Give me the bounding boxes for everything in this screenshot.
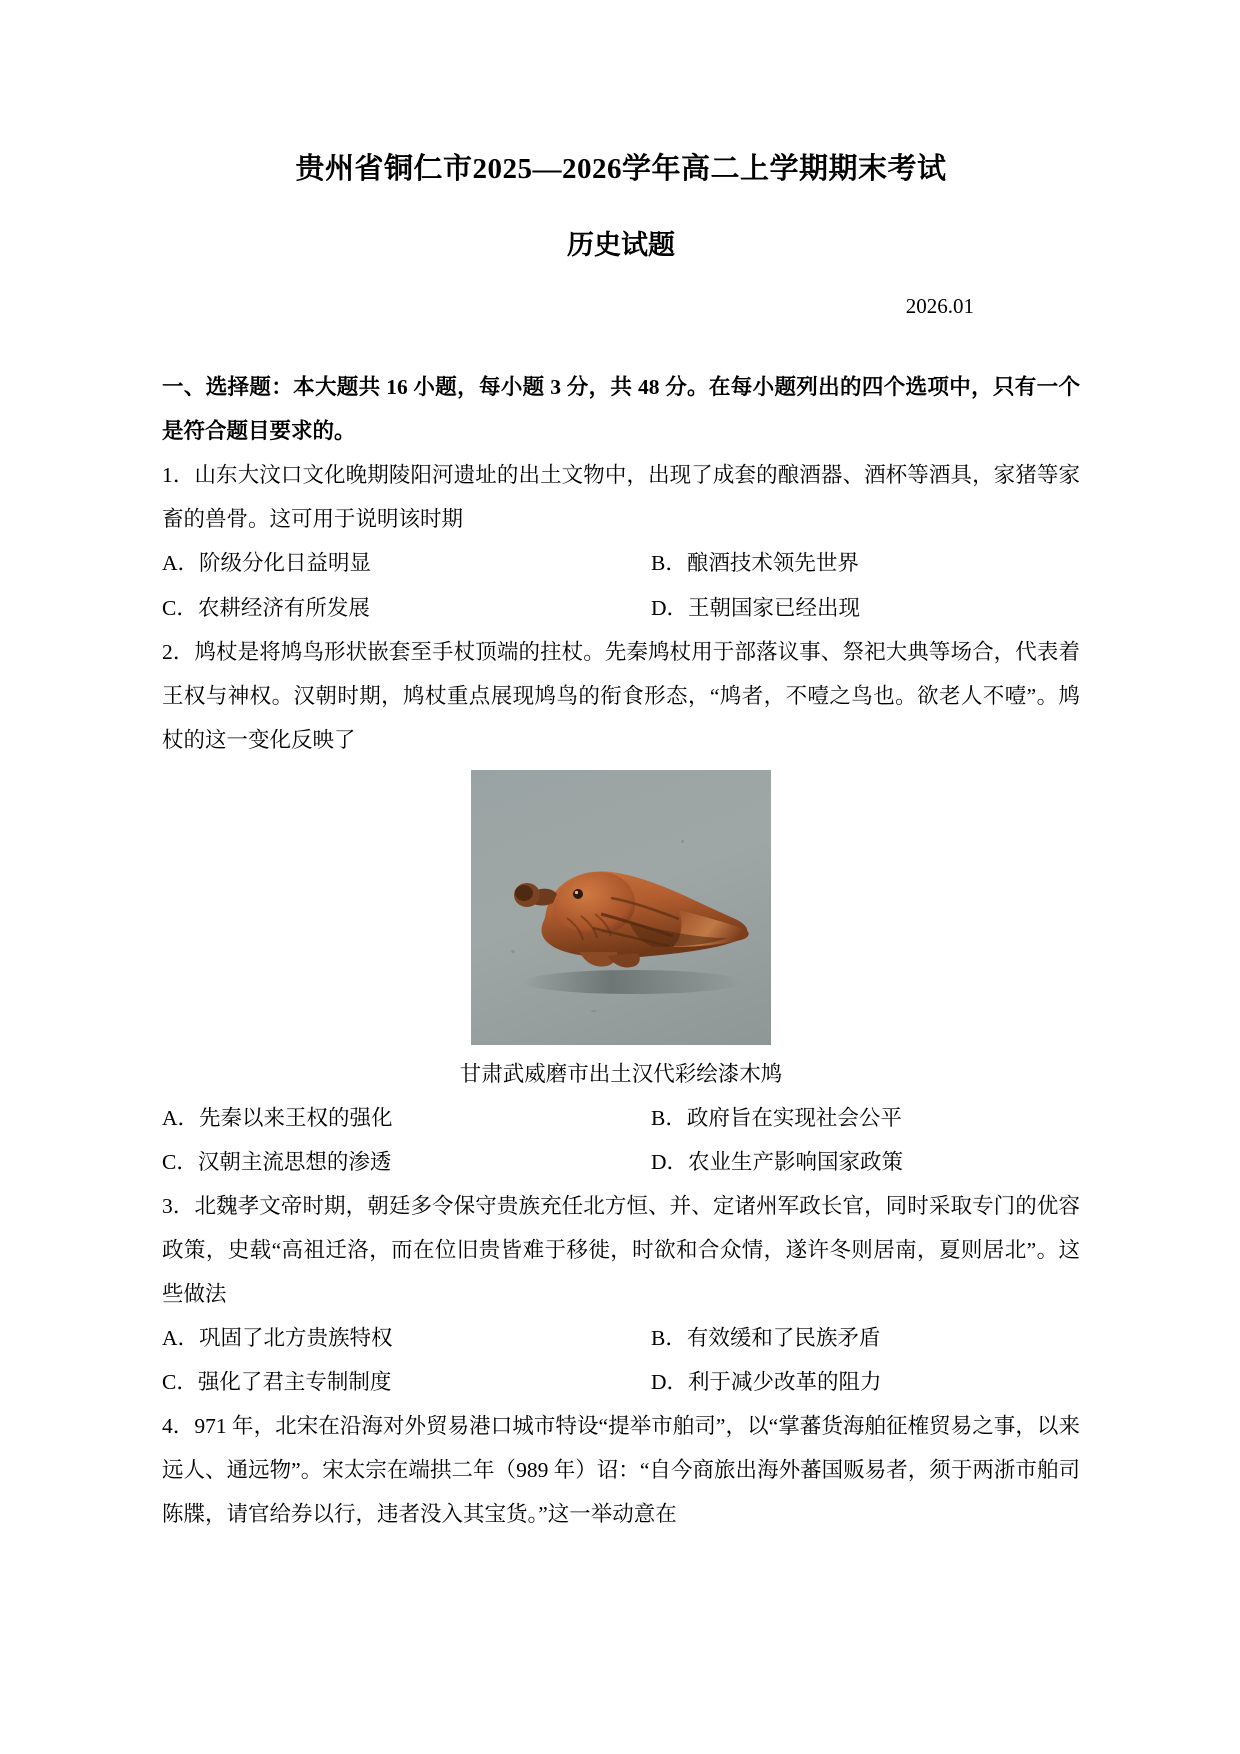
section-one-heading: 一、选择题：本大题共 16 小题，每小题 3 分，共 48 分。在每小题列出的四个选项中，只有一个是符合题目要求的。	[162, 375, 1080, 444]
page-subtitle: 历史试题	[567, 229, 675, 260]
question-2-stem: 2．鸠杖是将鸠鸟形状嵌套至手杖顶端的拄杖。先秦鸠杖用于部落议事、祭祀大典等场合，代表着王权与神权。汉朝时期，鸠杖重点展现鸠鸟的衔食形态，“鸠者，不噎之鸟也。欲老人不噎”。鸠杖的这一变化反映了	[162, 639, 1080, 752]
question-1-option-d[interactable]: D．王朝国家已经出现	[651, 595, 861, 620]
question-1-options-row-1	[162, 541, 1080, 585]
question-3-option-a[interactable]: A．巩固了北方贵族特权	[162, 1326, 393, 1351]
question-4	[162, 1404, 1080, 1536]
question-1-option-a[interactable]: A．阶级分化日益明显	[162, 551, 372, 576]
question-1	[162, 453, 1080, 629]
question-3-option-c[interactable]: C．强化了君主专制制度	[162, 1370, 392, 1395]
question-1-options-row-2	[162, 586, 1080, 630]
page-title: 贵州省铜仁市2025—2026学年高二上学期期末考试	[295, 153, 947, 185]
question-1-option-c[interactable]: C．农耕经济有所发展	[162, 595, 370, 620]
question-2-options-row-1	[162, 1096, 1080, 1140]
artifact-photo	[471, 770, 771, 1045]
question-2-figure-caption: 甘肃武威磨市出土汉代彩绘漆木鸠	[459, 1061, 783, 1086]
question-2-options-row-2	[162, 1140, 1080, 1184]
lacquered-wooden-dove-icon	[483, 806, 761, 1006]
question-2-option-a[interactable]: A．先秦以来王权的强化	[162, 1105, 393, 1130]
question-3-stem: 3．北魏孝文帝时期，朝廷多令保守贵族充任北方恒、并、定诸州军政长官，同时采取专门的优容政策，史载“高祖迁洛，而在位旧贵皆难于移徙，时欲和合众情，遂许冬则居南，夏则居北”。这些做法	[162, 1193, 1080, 1307]
question-2-option-b[interactable]: B．政府旨在实现社会公平	[651, 1105, 902, 1130]
question-3-options-row-1	[162, 1316, 1080, 1360]
question-2-figure	[162, 770, 1080, 1096]
question-3	[162, 1184, 1080, 1404]
question-1-stem: 1．山东大汶口文化晚期陵阳河遗址的出土文物中，出现了成套的酿酒器、酒杯等酒具，家猪等家畜的兽骨。这可用于说明该时期	[162, 463, 1080, 532]
page-content	[162, 0, 1080, 1536]
question-2-option-d[interactable]: D．农业生产影响国家政策	[651, 1149, 904, 1174]
exam-date: 2026.01	[905, 294, 974, 319]
question-2	[162, 630, 1080, 1184]
question-3-option-b[interactable]: B．有效缓和了民族矛盾	[651, 1326, 881, 1351]
question-3-option-d[interactable]: D．利于减少改革的阻力	[651, 1370, 882, 1395]
photo-speck	[591, 1010, 596, 1012]
question-3-options-row-2	[162, 1360, 1080, 1404]
question-4-stem: 4．971 年，北宋在沿海对外贸易港口城市特设“提举市舶司”，以“掌蕃货海舶征榷贸易之事，以来远人、通远物”。宋太宗在端拱二年（989 年）诏：“自今商旅出海外蕃国贩易者，须于两浙市舶司陈牒，请官给券以行，违者没入其宝货。”这一举动意在	[162, 1414, 1080, 1527]
question-1-option-b[interactable]: B．酿酒技术领先世界	[651, 551, 859, 576]
question-2-option-c[interactable]: C．汉朝主流思想的渗透	[162, 1149, 392, 1174]
